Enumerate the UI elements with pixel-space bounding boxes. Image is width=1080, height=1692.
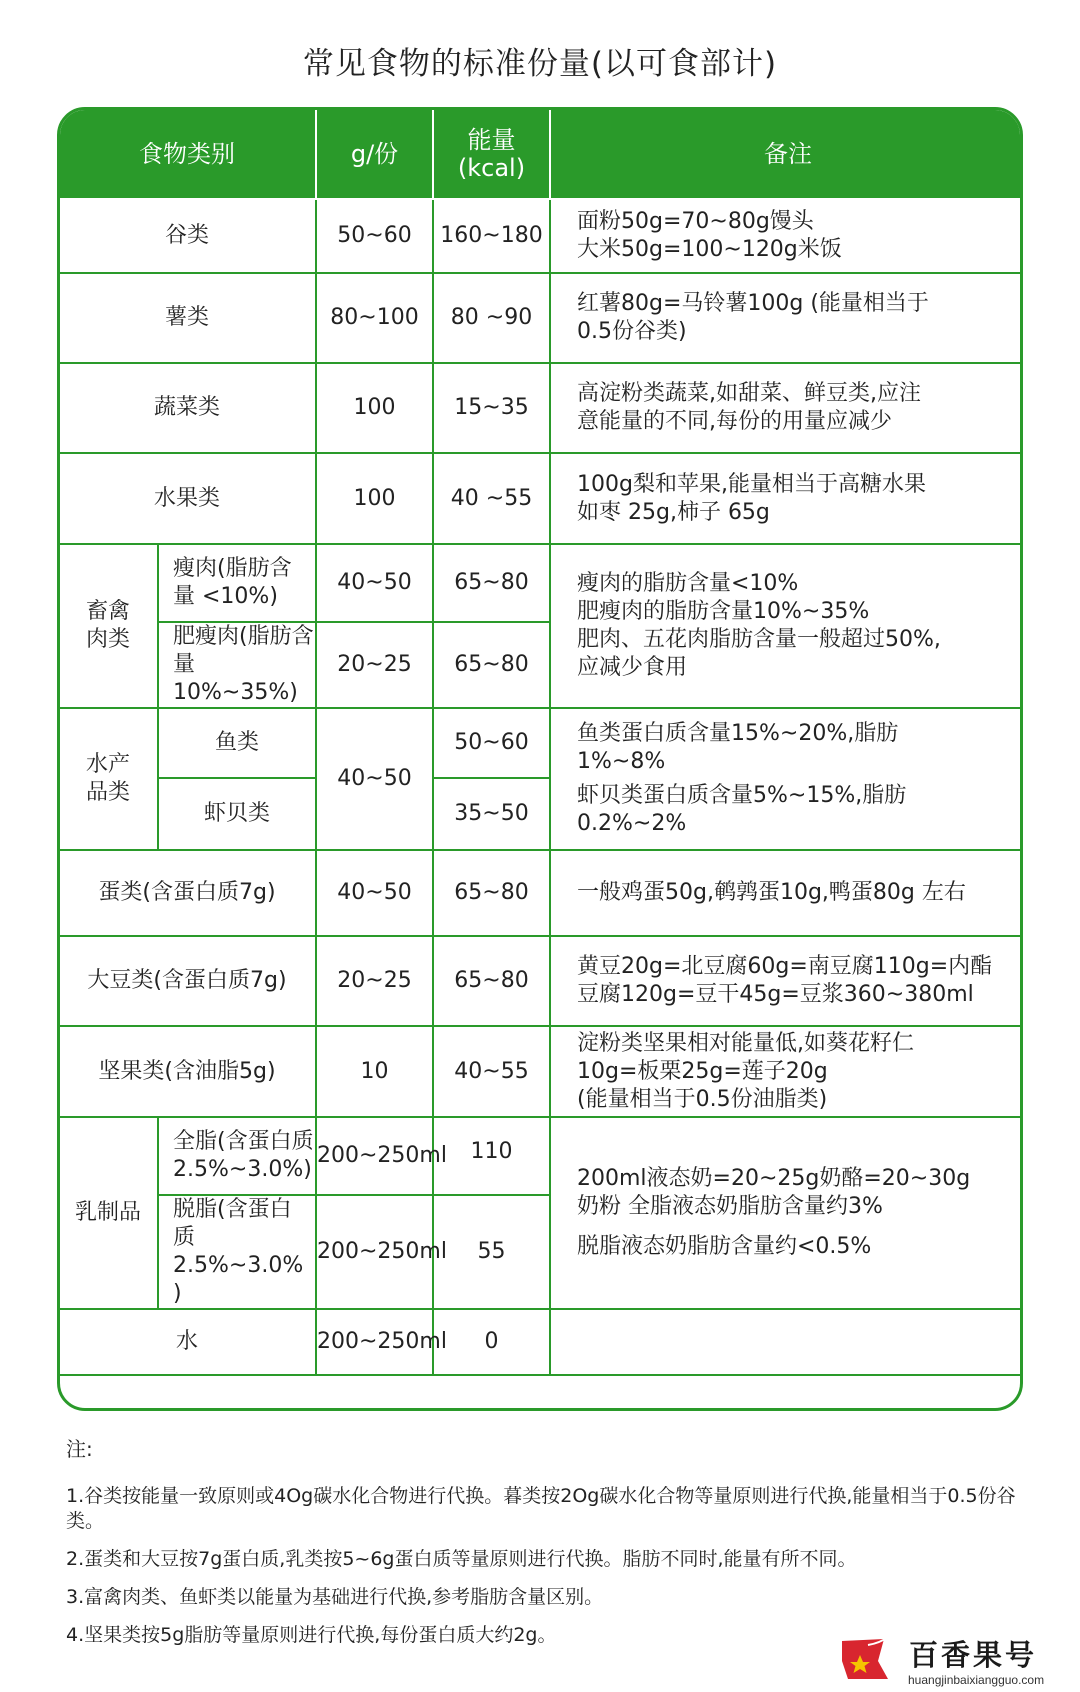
subtype-name: 虾贝类 (158, 778, 316, 850)
table-row (58, 544, 1023, 622)
footnote-item: 3.富禽肉类、鱼虾类以能量为基础进行代换,参考脂肪含量区别。 (66, 1586, 604, 1608)
table-row (58, 708, 1023, 778)
note-cell (550, 708, 1023, 850)
subtype-name (158, 544, 316, 622)
note-cell: 一般鸡蛋50g,鹌鹑蛋10g,鸭蛋80g 左右 (550, 850, 1023, 936)
subtype-name (158, 1117, 316, 1195)
note-line: 0.2%~2% (577, 811, 687, 836)
header-note: 备注 (550, 108, 1023, 199)
grams-cell: 40~50 (316, 708, 433, 850)
table-header-row (58, 108, 1023, 199)
food-name: 水果类 (58, 453, 316, 544)
group-line: 肉类 (85, 627, 130, 652)
energy-cell: 65~80 (433, 936, 550, 1026)
header-energy-label: 能量 (467, 125, 516, 154)
note-line: 奶粉 全脂液态奶脂肪含量约3% (577, 1194, 883, 1219)
subtype-line: 2.5%~3.0%) (173, 1157, 312, 1182)
note-line: 红薯80g=马铃薯100g (能量相当于 (577, 291, 929, 316)
table-row (58, 453, 1023, 544)
group-name (58, 544, 158, 708)
subtype-line: 脱脂(含蛋白 质 (173, 1197, 292, 1250)
grams-cell: 40~50 (316, 544, 433, 622)
group-line: 畜禽 (85, 599, 130, 624)
watermark-url: huangjinbaixiangguo.com (908, 1673, 1045, 1687)
energy-cell: 40 ~55 (433, 453, 550, 544)
footnote-item: 4.坚果类按5g脂肪等量原则进行代换,每份蛋白质大约2g。 (66, 1624, 557, 1646)
energy-cell: 160~180 (433, 199, 550, 273)
table-row (58, 1026, 1023, 1117)
subtype-name (158, 622, 316, 708)
group-name (58, 708, 158, 850)
group-line: 品类 (85, 780, 130, 805)
food-name: 水 (58, 1309, 316, 1375)
header-energy-unit: (kcal) (457, 153, 526, 182)
table-row (58, 363, 1023, 453)
energy-cell: 65~80 (433, 544, 550, 622)
grams-cell: 40~50 (316, 850, 433, 936)
note-line: 淀粉类坚果相对能量低,如葵花籽仁 (577, 1030, 914, 1056)
grams-cell: 200~250ml (316, 1309, 433, 1375)
note-line: 虾贝类蛋白质含量5%~15%,脂肪 (577, 783, 907, 808)
subtype-line: 量 <10%) (173, 584, 278, 609)
note-line: 豆腐120g=豆干45g=豆浆360~380ml (577, 982, 974, 1007)
table-row (58, 273, 1023, 363)
footnotes (66, 1437, 1026, 1661)
energy-cell: 55 (433, 1195, 550, 1309)
grams-cell: 20~25 (316, 622, 433, 708)
grams-cell: 50~60 (316, 199, 433, 273)
subtype-line: 全脂(含蛋白质 (173, 1129, 314, 1154)
note-cell (550, 936, 1023, 1026)
table-row (58, 850, 1023, 936)
note-line: 0.5份谷类) (577, 319, 687, 344)
header-energy (433, 108, 550, 199)
note-line: 意能量的不同,每份的用量应减少 (577, 409, 892, 434)
food-name: 大豆类(含蛋白质7g) (58, 936, 316, 1026)
subtype-name: 鱼类 (158, 708, 316, 778)
watermark-logo (830, 1633, 1065, 1691)
note-line: 1%~8% (577, 749, 666, 774)
subtype-line: 2.5%~3.0% ) (173, 1253, 304, 1306)
note-line: 脱脂液态奶脂肪含量约<0.5% (577, 1234, 872, 1259)
grams-cell: 10 (316, 1026, 433, 1117)
food-name: 蛋类(含蛋白质7g) (58, 850, 316, 936)
note-line: 200ml液态奶=20~25g奶酪=20~30g (577, 1166, 971, 1191)
food-portion-table (57, 107, 1023, 1411)
subtype-line: 肥瘦肉(脂肪含 (173, 624, 314, 649)
energy-cell: 40~55 (433, 1026, 550, 1117)
food-name: 薯类 (58, 273, 316, 363)
energy-cell: 50~60 (433, 708, 550, 778)
grams-cell: 100 (316, 363, 433, 453)
energy-cell: 110 (433, 1117, 550, 1195)
grams-cell: 200~250ml (316, 1117, 433, 1195)
note-cell (550, 1117, 1023, 1309)
note-line: 面粉50g=70~80g馒头 (577, 209, 814, 234)
subtype-name (158, 1195, 316, 1309)
table-row (58, 199, 1023, 273)
grams-cell: 200~250ml (316, 1195, 433, 1309)
subtype-line: 瘦肉(脂肪含 (173, 556, 292, 581)
note-line: 大米50g=100~120g米饭 (577, 237, 842, 262)
note-cell (550, 544, 1023, 708)
energy-cell: 65~80 (433, 622, 550, 708)
note-line: (能量相当于0.5份油脂类) (577, 1086, 828, 1112)
note-line: 鱼类蛋白质含量15%~20%,脂肪 (577, 721, 899, 746)
note-line: 应减少食用 (577, 655, 688, 680)
page-title: 常见食物的标准份量(以可食部计) (302, 46, 778, 82)
note-cell (550, 273, 1023, 363)
subtype-line: 量 10%~35%) (173, 652, 298, 705)
grams-cell: 100 (316, 453, 433, 544)
energy-cell: 35~50 (433, 778, 550, 850)
note-line: 肥瘦肉的脂肪含量10%~35% (577, 599, 870, 624)
table-row (58, 1117, 1023, 1195)
passion-fruit-logo-icon (838, 1635, 893, 1683)
grams-cell: 80~100 (316, 273, 433, 363)
note-cell (550, 1309, 1023, 1375)
table-row (58, 936, 1023, 1026)
note-line: 10g=板栗25g=莲子20g (577, 1058, 828, 1084)
energy-cell: 0 (433, 1309, 550, 1375)
note-cell (550, 1026, 1023, 1117)
grams-cell: 20~25 (316, 936, 433, 1026)
header-category: 食物类别 (58, 108, 316, 199)
note-line: 肥肉、五花肉脂肪含量一般超过50%, (577, 627, 941, 652)
footnotes-heading: 注: (66, 1437, 93, 1461)
header-grams: g/份 (316, 108, 433, 199)
note-line: 如枣 25g,柿子 65g (577, 499, 770, 525)
footnote-item: 2.蛋类和大豆按7g蛋白质,乳类按5~6g蛋白质等量原则进行代换。脂肪不同时,能量有所不同。 (66, 1548, 857, 1570)
watermark-name: 百香果号 (909, 1638, 1038, 1672)
group-line: 水产 (85, 752, 130, 777)
note-cell (550, 453, 1023, 544)
energy-cell: 80 ~90 (433, 273, 550, 363)
note-line: 高淀粉类蔬菜,如甜菜、鲜豆类,应注 (577, 381, 921, 406)
food-name: 蔬菜类 (58, 363, 316, 453)
food-name: 谷类 (58, 199, 316, 273)
note-line: 100g梨和苹果,能量相当于高糖水果 (577, 471, 926, 497)
group-name: 乳制品 (58, 1117, 158, 1309)
note-line: 黄豆20g=北豆腐60g=南豆腐110g=内酯 (577, 954, 993, 979)
footnote-item: 1.谷类按能量一致原则或4Og碳水化合物进行代换。暮类按2Og碳水化合物等量原则进行代换,能量相当于0.5份谷类。 (66, 1485, 1016, 1532)
note-cell (550, 363, 1023, 453)
note-line: 瘦肉的脂肪含量<10% (577, 571, 799, 596)
note-cell (550, 199, 1023, 273)
energy-cell: 15~35 (433, 363, 550, 453)
food-name: 坚果类(含油脂5g) (58, 1026, 316, 1117)
table-row (58, 1309, 1023, 1375)
energy-cell: 65~80 (433, 850, 550, 936)
